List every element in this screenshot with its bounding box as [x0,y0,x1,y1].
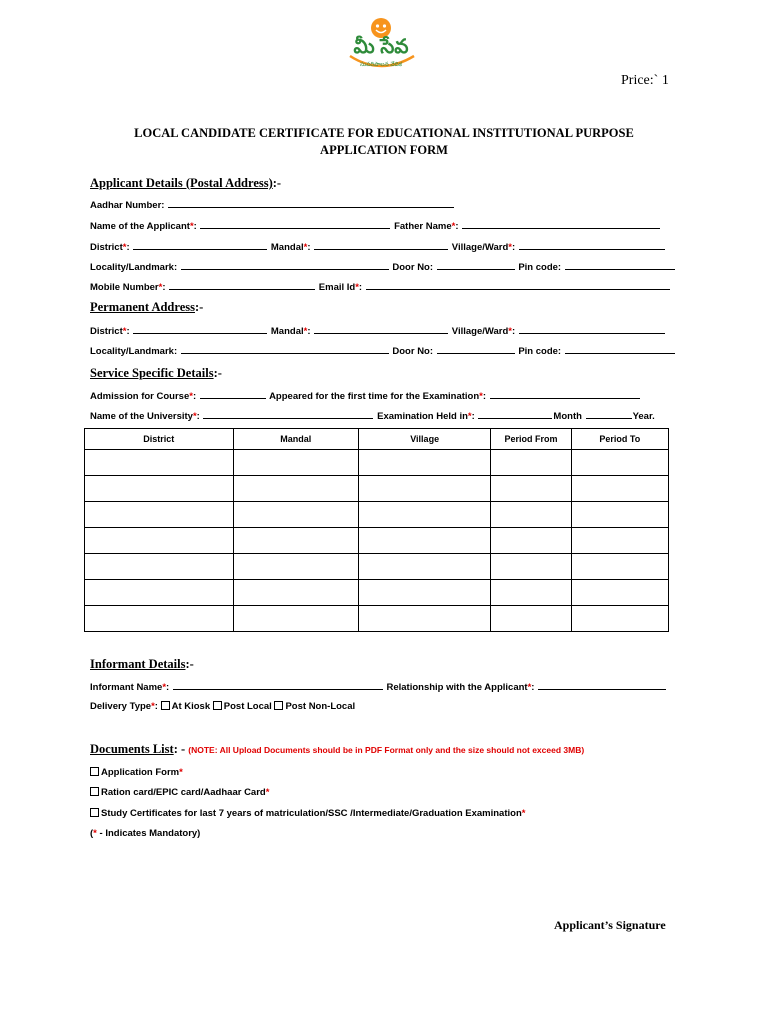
table-cell[interactable] [358,502,490,528]
service-section-heading: Service Specific Details:- [90,366,222,380]
table-row [85,554,669,580]
table-row [85,502,669,528]
door-no-field[interactable] [437,261,515,270]
perm-district-row: District*: Mandal*: Village/Ward*: [90,325,666,337]
table-cell[interactable] [233,476,358,502]
documents-section-heading: Documents List: - (NOTE: All Upload Documents should be in PDF Format only and the size should not exceed 3MB) [90,742,585,756]
table-header-district: District [85,429,234,450]
exam-month-field[interactable] [478,410,552,419]
admission-course-field[interactable] [200,390,266,399]
table-cell[interactable] [233,606,358,632]
pin-code-field[interactable] [565,261,675,270]
appeared-exam-field[interactable] [490,390,640,399]
table-row [85,476,669,502]
aadhar-row: Aadhar Number: [90,199,455,211]
table-cell[interactable] [571,554,668,580]
mobile-row: Mobile Number*: Email Id*: [90,281,671,293]
table-cell[interactable] [85,502,234,528]
table-cell[interactable] [358,450,490,476]
locality-field[interactable] [181,261,389,270]
table-row [85,450,669,476]
table-header-period-to: Period To [571,429,668,450]
table-header-village: Village [358,429,490,450]
table-cell[interactable] [85,528,234,554]
table-cell[interactable] [571,580,668,606]
delivery-row: Delivery Type*: At Kiosk Post Local Post Non-Local [90,701,356,713]
table-cell[interactable] [491,528,571,554]
table-cell[interactable] [358,580,490,606]
perm-pin-code-field[interactable] [565,345,675,354]
logo-text: మీ సేవ [353,36,409,58]
table-cell[interactable] [85,554,234,580]
table-cell[interactable] [571,528,668,554]
mandal-field[interactable] [314,241,448,250]
table-cell[interactable] [571,450,668,476]
university-field[interactable] [203,410,373,419]
table-cell[interactable] [571,476,668,502]
table-cell[interactable] [85,450,234,476]
email-field[interactable] [366,281,670,290]
doc-item-ration-card: Ration card/EPIC card/Aadhaar Card* [90,787,269,798]
table-row [85,580,669,606]
form-subtitle: APPLICATION FORM [320,143,448,157]
table-cell[interactable] [233,502,358,528]
documents-note: (NOTE: All Upload Documents should be in PDF Format only and the size should not exceed 3MB) [188,745,585,755]
table-cell[interactable] [571,502,668,528]
table-cell[interactable] [571,606,668,632]
mobile-field[interactable] [169,281,315,290]
admission-row: Admission for Course*: Appeared for the first time for the Examination*: [90,390,641,402]
table-cell[interactable] [491,606,571,632]
perm-door-no-field[interactable] [437,345,515,354]
informant-section-heading: Informant Details:- [90,657,194,671]
checkbox-study-certificates[interactable] [90,808,99,817]
perm-locality-row: Locality/Landmark: Door No: Pin code: [90,345,676,357]
table-header-mandal: Mandal [233,429,358,450]
district-row: District*: Mandal*: Village/Ward*: [90,241,666,253]
relationship-field[interactable] [538,681,666,690]
logo-tagline: సుపరిపాలన వేదిక [359,62,403,68]
checkbox-at-kiosk[interactable] [161,701,170,710]
table-body [85,450,669,632]
mandatory-legend: (* - Indicates Mandatory) [90,828,201,839]
applicant-section-heading: Applicant Details (Postal Address):- [90,176,282,190]
table-cell[interactable] [491,554,571,580]
table-cell[interactable] [358,606,490,632]
price-label: Price:` 1 [621,73,669,88]
logo [336,14,426,76]
table-cell[interactable] [233,580,358,606]
table-cell[interactable] [233,528,358,554]
district-field[interactable] [133,241,267,250]
checkbox-post-local[interactable] [213,701,222,710]
table-cell[interactable] [233,554,358,580]
form-title: LOCAL CANDIDATE CERTIFICATE FOR EDUCATIONAL INSTITUTIONAL PURPOSE [134,126,634,140]
perm-locality-field[interactable] [181,345,389,354]
doc-item-study-certificates: Study Certificates for last 7 years of matriculation/SSC /Intermediate/Graduation Examination* [90,808,525,819]
aadhar-field[interactable] [168,199,454,208]
village-field[interactable] [519,241,665,250]
table-cell[interactable] [85,606,234,632]
residence-table [84,428,669,632]
informant-name-field[interactable] [173,681,383,690]
university-row: Name of the University*: Examination Held in*: Month Year. [90,411,655,422]
exam-year-field[interactable] [586,410,632,419]
checkbox-ration-card[interactable] [90,787,99,796]
table-cell[interactable] [358,476,490,502]
table-cell[interactable] [491,502,571,528]
table-row [85,606,669,632]
applicant-signature-label: Applicant’s Signature [554,918,666,932]
perm-mandal-field[interactable] [314,325,448,334]
table-cell[interactable] [491,580,571,606]
table-cell[interactable] [358,528,490,554]
table-header-period-from: Period From [491,429,571,450]
applicant-name-field[interactable] [200,220,390,229]
table-cell[interactable] [85,476,234,502]
perm-village-field[interactable] [519,325,665,334]
checkbox-application-form[interactable] [90,767,99,776]
perm-district-field[interactable] [133,325,267,334]
table-cell[interactable] [85,580,234,606]
permanent-section-heading: Permanent Address:- [90,300,204,314]
locality-row: Locality/Landmark: Door No: Pin code: [90,261,676,273]
checkbox-post-non-local[interactable] [274,701,283,710]
applicant-name-row: Name of the Applicant*: Father Name*: [90,220,661,232]
table-cell[interactable] [491,450,571,476]
doc-item-application-form: Application Form* [90,767,183,778]
table-cell[interactable] [491,476,571,502]
informant-row: Informant Name*: Relationship with the Applicant*: [90,681,667,693]
father-name-field[interactable] [462,220,660,229]
table-header-row [85,429,669,450]
table-cell[interactable] [358,554,490,580]
table-cell[interactable] [233,450,358,476]
table-row [85,528,669,554]
